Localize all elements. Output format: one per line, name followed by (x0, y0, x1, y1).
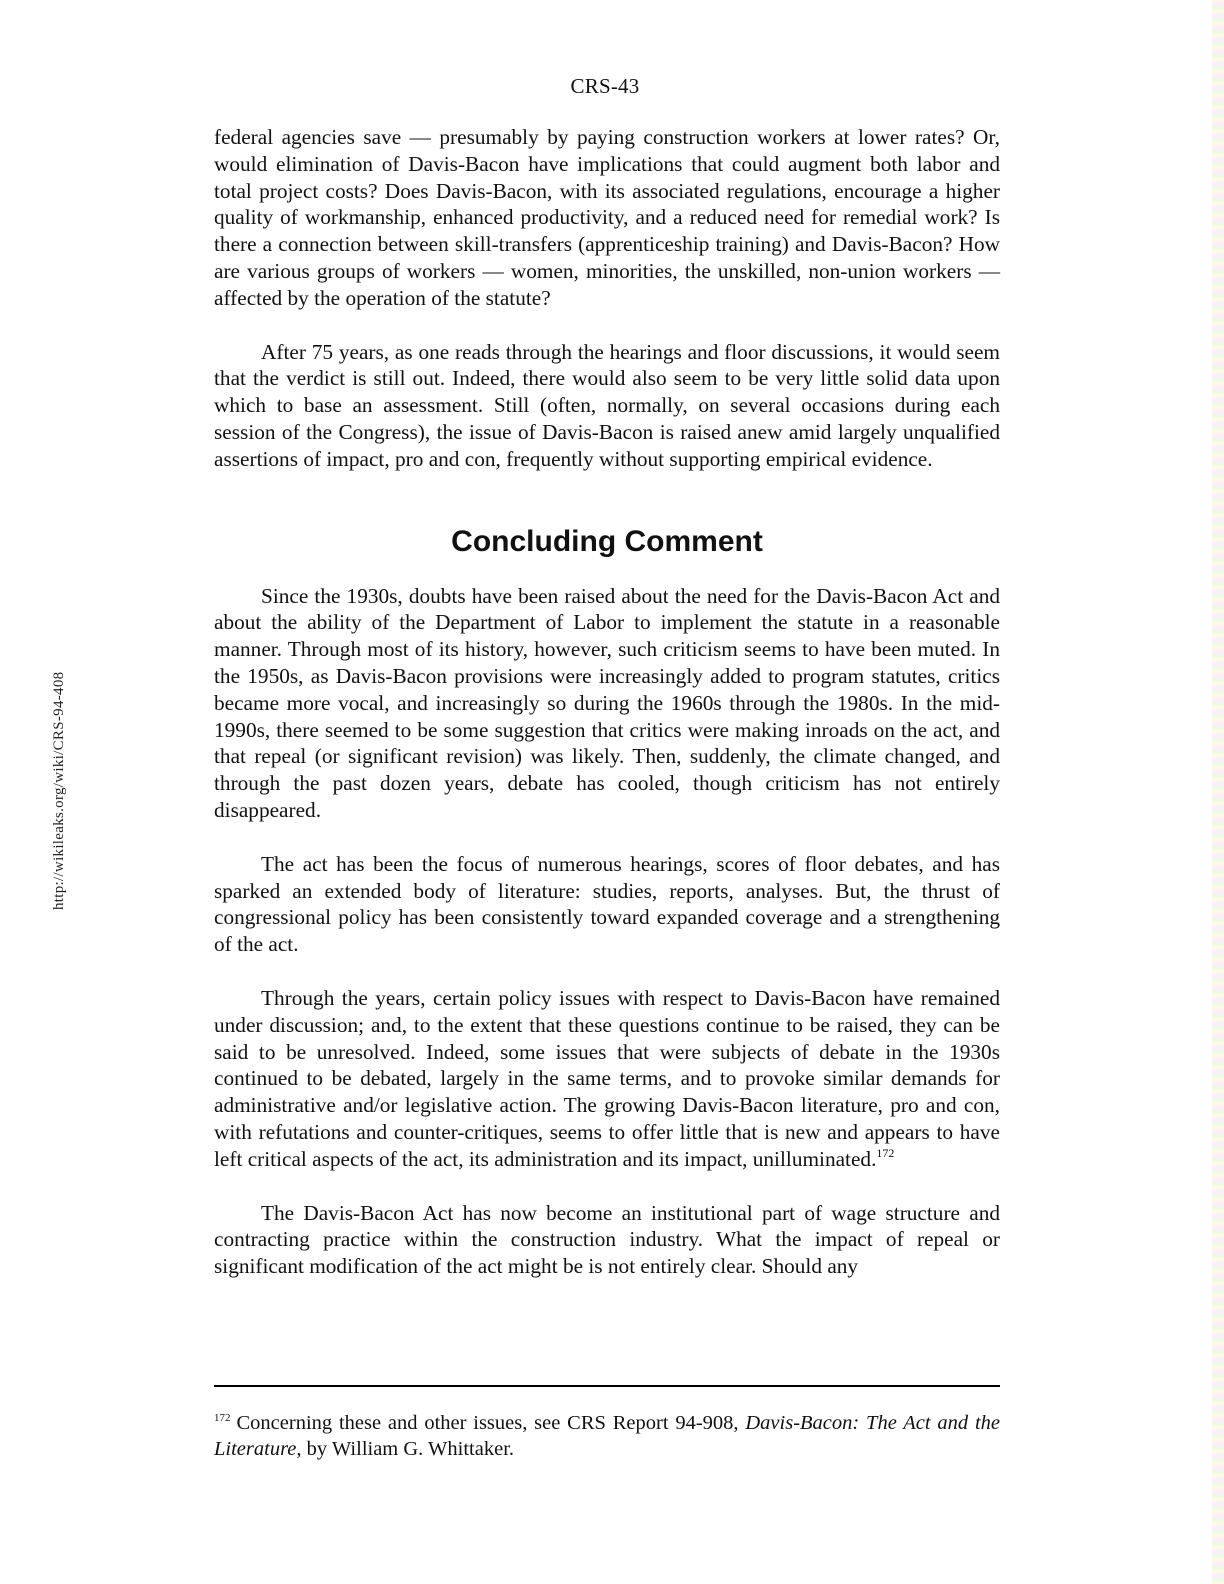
document-body (214, 124, 1000, 1280)
paragraph-continuation: federal agencies save — presumably by paying construction workers at lower rates? Or, would elimination of Davis-Bacon have implications that could augment both labor and total project costs? Does Davis-Bacon, with its associated regulations, encourage a higher quality of workmanship, enhanced productivity, and a reduced need for remedial work? Is there a connection between skill-transfers (apprenticeship training) and Davis-Bacon? How are various groups of workers — women, minorities, the unskilled, non-union workers — affected by the operation of the statute? (214, 125, 1000, 310)
footnote-author: , by William G. Whittaker. (296, 1438, 515, 1460)
paragraph-history: Since the 1930s, doubts have been raised about the need for the Davis-Bacon Act and about the ability of the Department of Labor to implement the statute in a reasonable manner. Through most of its history, however, such criticism seems to have been muted. In the 1950s, as Davis-Bacon provisions were increasingly added to program statutes, critics became more vocal, and increasingly so during the 1960s through the 1980s. In the mid-1990s, there seemed to be some suggestion that critics were making inroads on the act, and that repeal (or significant revision) was likely. Then, suddenly, the climate changed, and through the past dozen years, debate has cooled, though criticism has not entirely disappeared. (214, 583, 1000, 822)
page-header-number: CRS-43 (570, 74, 640, 98)
paragraph-unresolved (214, 985, 1000, 1173)
footnote-text: Concerning these and other issues, see CRS Report 94-908, (236, 1412, 746, 1434)
section-heading: Concluding Comment (451, 524, 763, 558)
footnote-number: 172 (214, 1412, 231, 1424)
paragraph-policy: The act has been the focus of numerous hearings, scores of floor debates, and has sparked an extended body of literature: studies, reports, analyses. But, the thrust of congressional policy has been consistently toward expanded coverage and a strengthening of the act. (214, 851, 1000, 957)
footnote-reference[interactable]: 172 (876, 1145, 895, 1160)
paragraph-unresolved-text: Through the years, certain policy issues with respect to Davis-Bacon have remained under discussion; and, to the extent that these questions continue to be raised, they can be said to be unresolved. Indeed, some issues that were subjects of debate in the 1930s continued to be debated, largely in the same terms, and to provoke similar demands for administrative and/or legislative action. The growing Davis-Bacon literature, pro and con, with refutations and counter-critiques, seems to offer little that is new and appears to have left critical aspects of the act, its administration and its impact, unilluminated. (214, 985, 1000, 1171)
scan-edge-artifact (1212, 0, 1224, 1584)
side-watermark-url: http://wikileaks.org/wiki/CRS-94-408 (51, 671, 67, 910)
footnote (214, 1410, 1000, 1462)
footnote-cited-title: Davis-Bacon: The Act and the Literature (214, 1412, 1000, 1460)
paragraph-institutional: The Davis-Bacon Act has now become an institutional part of wage structure and contracting practice within the construction industry. What the impact of repeal or significant modification of the act might be is not entirely clear. Should any (214, 1200, 1000, 1279)
footnote-divider (214, 1385, 1000, 1387)
paragraph-verdict: After 75 years, as one reads through the hearings and floor discussions, it would seem that the verdict is still out. Indeed, there would also seem to be very little solid data upon which to base an assessment. Still (often, normally, on several occasions during each session of the Congress), the issue of Davis-Bacon is raised anew amid largely unqualified assertions of impact, pro and con, frequently without supporting empirical evidence. (214, 339, 1000, 471)
